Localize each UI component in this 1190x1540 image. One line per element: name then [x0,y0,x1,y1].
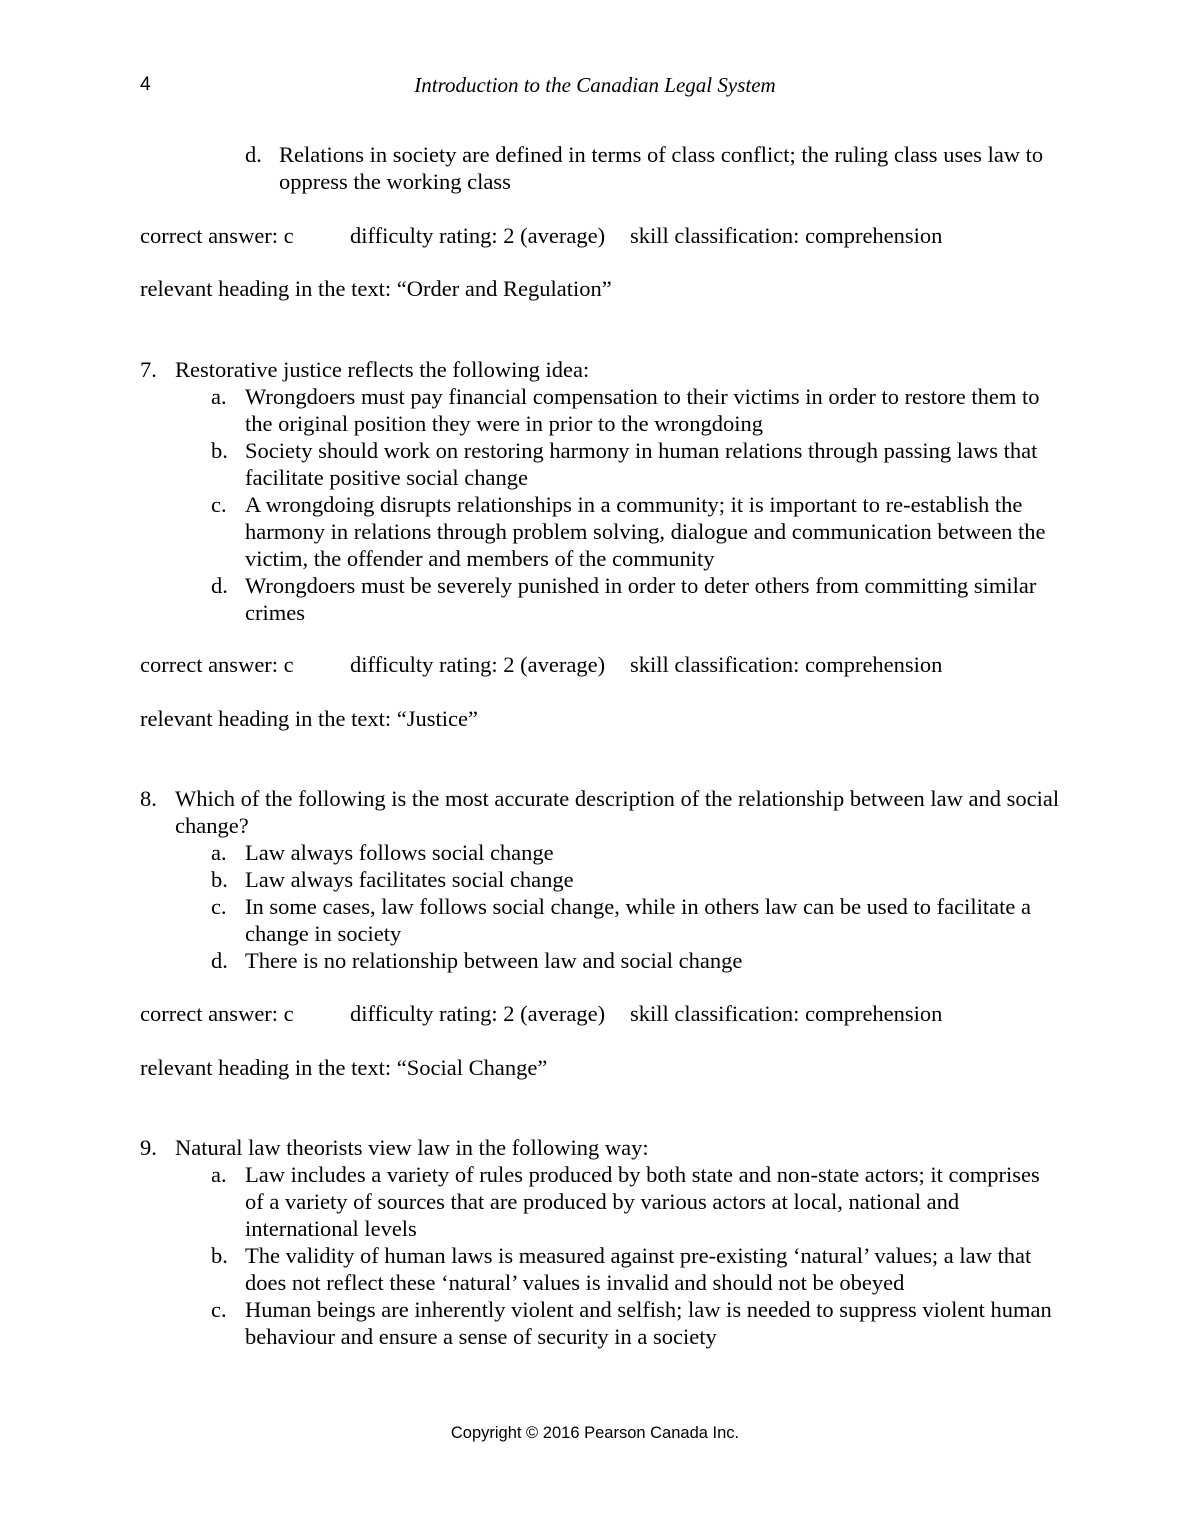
option-item [140,1242,1060,1296]
option-item [140,437,1060,491]
option-label: a. [211,384,227,409]
question-stem [140,356,1060,383]
relevant-heading: relevant heading in the text: “Social Change” [140,1055,548,1080]
option-label: c. [211,1297,227,1322]
question-number: 8. [140,786,157,811]
option-label: b. [211,438,228,463]
question-text: Restorative justice reflects the following idea: [175,357,590,382]
option-item [140,491,1060,572]
option-item [140,866,1060,893]
difficulty-rating: difficulty rating: 2 (average) [350,1001,606,1026]
option-text: In some cases, law follows social change, while in others law can be used to facilitate a change in society [245,894,1031,946]
option-text: Law always follows social change [245,840,554,865]
relevant-heading: relevant heading in the text: “Order and Regulation” [140,276,612,301]
carry-over-option [140,141,1060,195]
option-item [140,1161,1060,1242]
question-8 [140,785,1060,974]
option-text: The validity of human laws is measured against pre-existing ‘natural’ values; a law that does not reflect these ‘natural’ values is invalid and should not be obeyed [245,1243,1032,1295]
question-9 [140,1134,1060,1350]
option-text: Law includes a variety of rules produced by both state and non-state actors; it comprises of a variety of sources that are produced by various actors at local, national and international levels [245,1162,1040,1241]
correct-answer: correct answer: c [140,652,294,677]
option-label: d. [245,142,262,167]
option-label: d. [211,573,228,598]
copyright-footer: Copyright © 2016 Pearson Canada Inc. [450,1424,740,1442]
answer-meta-row [140,651,1060,678]
option-item [140,141,1060,195]
skill-classification: skill classification: comprehension [630,223,943,248]
option-label: b. [211,867,228,892]
option-text: Law always facilitates social change [245,867,574,892]
option-text: A wrongdoing disrupts relationships in a community; it is important to re-establish the harmony in relations through problem solving, dialogue and communication between the victim, the offender and members of the community [245,492,1046,571]
skill-classification: skill classification: comprehension [630,652,943,677]
answer-meta-row [140,222,1060,249]
question-text: Which of the following is the most accurate description of the relationship between law and social change? [175,786,1060,838]
option-label: a. [211,1162,227,1187]
correct-answer: correct answer: c [140,1001,294,1026]
question-number: 9. [140,1135,157,1160]
option-item [140,572,1060,626]
option-text: There is no relationship between law and social change [245,948,743,973]
option-text: Society should work on restoring harmony in human relations through passing laws that facilitate positive social change [245,438,1038,490]
option-label: d. [211,948,228,973]
option-text: Wrongdoers must pay financial compensation to their victims in order to restore them to the original position they were in prior to the wrongdoing [245,384,1040,436]
option-label: c. [211,492,227,517]
question-text: Natural law theorists view law in the following way: [175,1135,649,1160]
option-item [140,947,1060,974]
correct-answer: correct answer: c [140,223,294,248]
page-number: 4 [140,74,151,95]
option-item [140,383,1060,437]
question-stem [140,785,1060,839]
option-item [140,893,1060,947]
option-item [140,839,1060,866]
option-label: b. [211,1243,228,1268]
option-item [140,1296,1060,1350]
difficulty-rating: difficulty rating: 2 (average) [350,652,606,677]
option-label: c. [211,894,227,919]
option-text: Relations in society are defined in terms of class conflict; the ruling class uses law to oppress the working class [279,142,1044,194]
answer-meta-row [140,1000,1060,1027]
running-title: Introduction to the Canadian Legal System [414,73,776,97]
relevant-heading: relevant heading in the text: “Justice” [140,706,478,731]
option-text: Human beings are inherently violent and selfish; law is needed to suppress violent human behaviour and ensure a sense of security in a society [245,1297,1052,1349]
skill-classification: skill classification: comprehension [630,1001,943,1026]
question-stem [140,1134,1060,1161]
question-number: 7. [140,357,157,382]
option-text: Wrongdoers must be severely punished in order to deter others from committing similar crimes [245,573,1037,625]
option-label: a. [211,840,227,865]
question-7 [140,356,1060,626]
difficulty-rating: difficulty rating: 2 (average) [350,223,606,248]
